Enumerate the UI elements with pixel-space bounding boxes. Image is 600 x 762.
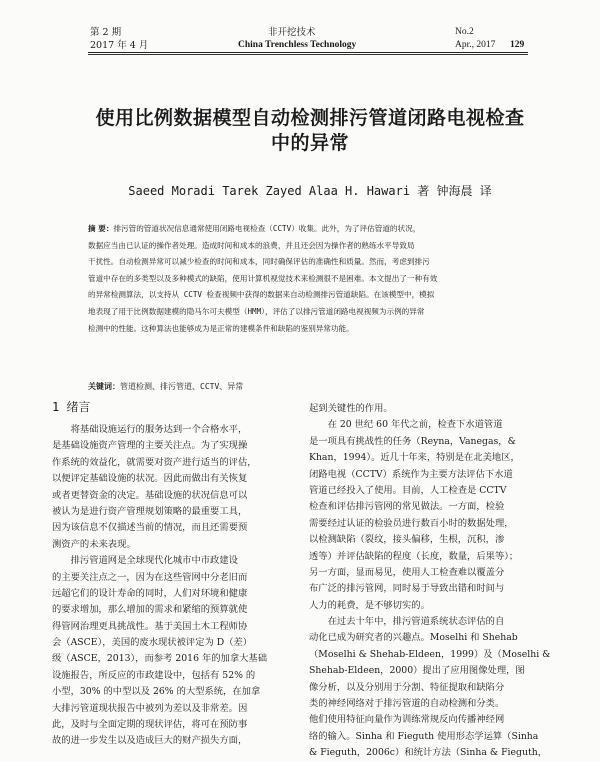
header-rule [88,52,528,53]
body-line: 因为该信息不仅描述当前的情况，而且还需要预 [52,522,248,534]
body-line: 动化已成为研究者的兴趣点。Moselhi 和 Shehab [309,632,518,644]
body-line: 此，及时与全面定期的现状评估，将可在预防事 [52,719,248,731]
body-line: 远超它们的设计寿命的同时，人们对环境和健康 [52,587,248,599]
body-line: 或者更替资金的决定。基础设施的状况信息可以 [52,489,248,501]
left-column [52,422,300,750]
body-line: 需要经过认证的检验员进行数百小时的数据处理， [309,517,514,529]
body-line: 络的输入。Sinha 和 Fieguth 使用形态学运算（Sinha [309,730,539,742]
header-date: 2017 年 4 月 [90,40,149,51]
abstract-line: 管道中存在的多类型以及多种模式的缺陷，使用计算机视觉技术来检测很不是困难。本文提出了一种有效 [88,273,438,283]
body-line: 在 20 世纪 60 年代之前，检查下水道管道 [309,419,503,431]
header-rule-thin [88,54,528,55]
author-line: Saeed Moradi Tarek Zayed Alaa H. Hawari 著 钟海晨 译 [128,184,492,198]
body-line: 像分析，以及分别用于分割、特征提取和缺陷分 [309,681,505,693]
body-line: 另一方面，显而易见，使用人工检查难以覆盖分 [309,566,505,578]
header-journal-en: China Trenchless Technology [238,40,357,50]
abstract-text: 排污管的管道状况信息通常使用闭路电视检查（CCTV）收集。此外，为了评估管道的状况， [113,224,421,233]
body-line: 以便评定基础设施的状况。因此而做出有关恢复 [52,473,248,485]
keywords [88,381,524,393]
body-line: 以检测缺陷（裂纹，接头偏移，生根，沉积，渗 [309,534,505,546]
article-title-line-1: 使用比例数据模型自动检测排污管道闭路电视检查 [95,107,525,129]
body-line: （Moselhi & Shehab-Eldeen，1999）及（Moselhi & [309,648,551,660]
body-line: 得管网治理更具挑战性。基于美国土木工程师协 [52,620,248,632]
body-line: 将基础设施运行的服务达到一个合格水平， [52,424,248,435]
body-line: 起到关键性的作用。 [309,403,393,414]
article-title-line-2: 中的异常 [270,132,349,154]
header-issue: 第 2 期 [90,27,122,38]
abstract-line: 数据应当由已认证的操作者处理。造成时间和成本的浪费，并且还会因为操作者的熟练水平导致局 [88,240,415,250]
body-line: 故的进一步发生以及造成巨大的财产损失方面， [52,735,248,747]
body-line: 的要求增加，那么增加的需求和紧缩的预算就使 [52,604,248,616]
keywords-text: 管道检测、排污管道、CCTV、异常 [120,382,244,391]
abstract-line-1 [88,221,524,238]
body-line: 设施报告，所反应的市政建设中，包括有 52% 的 [52,669,256,681]
body-line: 的主要关注点之一，因为在这些管网中分老旧而 [52,571,248,583]
body-line: 类的神经网络对于排污管道的自动检测和分类。 [309,698,505,710]
abstract-label: 摘 要： [88,224,114,233]
body-line: Shehab-Eldeen，2000）提出了应用图像处理，图 [309,665,525,677]
body-line: 管道已经投入了使用。目前，人工检查是 CCTV [309,484,507,496]
body-line: Khan，1994）。近几十年来，特别是在北美地区， [309,452,520,464]
body-line: 是基础设施资产管理的主要关注点。为了实现操 [52,440,248,452]
body-line: 被认为是进行资产管理规划策略的最重要工具， [52,505,248,517]
abstract [88,221,524,337]
abstract-line: 检测中的性能。这种算法也能够成为是正常的建模条件和缺陷的鉴别异常功能。 [88,323,354,333]
body-line: 检查和评估排污管网的常见做法。一方面，检验 [309,501,505,513]
body-line: 在过去十年中，排污管道系统状态评估的自 [309,616,505,628]
body-line: 透等）并评估缺陷的程度（长度，数量，后果等）； [309,550,519,562]
section-heading: 1 绪言 [52,400,91,414]
body-line: 人力的耗费，是不够切实的。 [309,599,430,611]
body-line: 是一项具有挑战性的任务（Reyna，Vanegas，& [309,435,516,447]
body-line: 作系统的效益化，就需要对资产进行适当的评估， [52,456,257,468]
body-line: 测资产的未来表现。 [52,538,136,550]
body-line: 大排污管道现状报告中被列为差以及非常差。因 [52,702,248,714]
header-date-en: Apr., 2017 [455,40,496,50]
body-line: 他们使用特征向量作为训练常规反向传播神经网 [309,714,505,726]
abstract-line: 的异常检测算法，以支持从 CCTV 检查视频中获得的数据来自动检测排污管道缺陷。在该模型中，模拟 [88,290,435,300]
body-line: 级（ASCE，2013），而参考 2016 年的加拿大基础 [52,653,268,665]
abstract-line: 地表现了用于比例数据建模的隐马尔可夫模型（HMM），评估了以排污管道闭路电视视频为示例的异常 [88,306,425,316]
body-line: 布广泛的排污管网，同时易于导致出错和时间与 [309,583,505,595]
abstract-line: 干扰性。自动检测异常可以减少检查的时间和成本，同时确保评估的准确性和质量。然而，考虑到排污 [88,257,430,267]
body-line: 会（ASCE），美国的废水现状被评定为 D（差） [52,637,253,649]
header-number: No.2 [455,27,474,37]
body-line: & Fieguth，2006c）和统计方法（Sinha & Fieguth， [309,747,547,759]
right-column [309,401,553,762]
header-journal-cn: 非开挖技术 [268,27,316,38]
body-line: 闭路电视（CCTV）系统作为主要方法评估下水道 [309,468,513,480]
header-page-number: 129 [510,40,525,50]
keywords-label: 关键词： [88,382,120,391]
body-line: 排污管道网是全球现代化城市中市政建设 [52,555,238,567]
body-line: 小型，30% 的中型以及 26% 的大型系统，在加拿 [52,686,261,698]
